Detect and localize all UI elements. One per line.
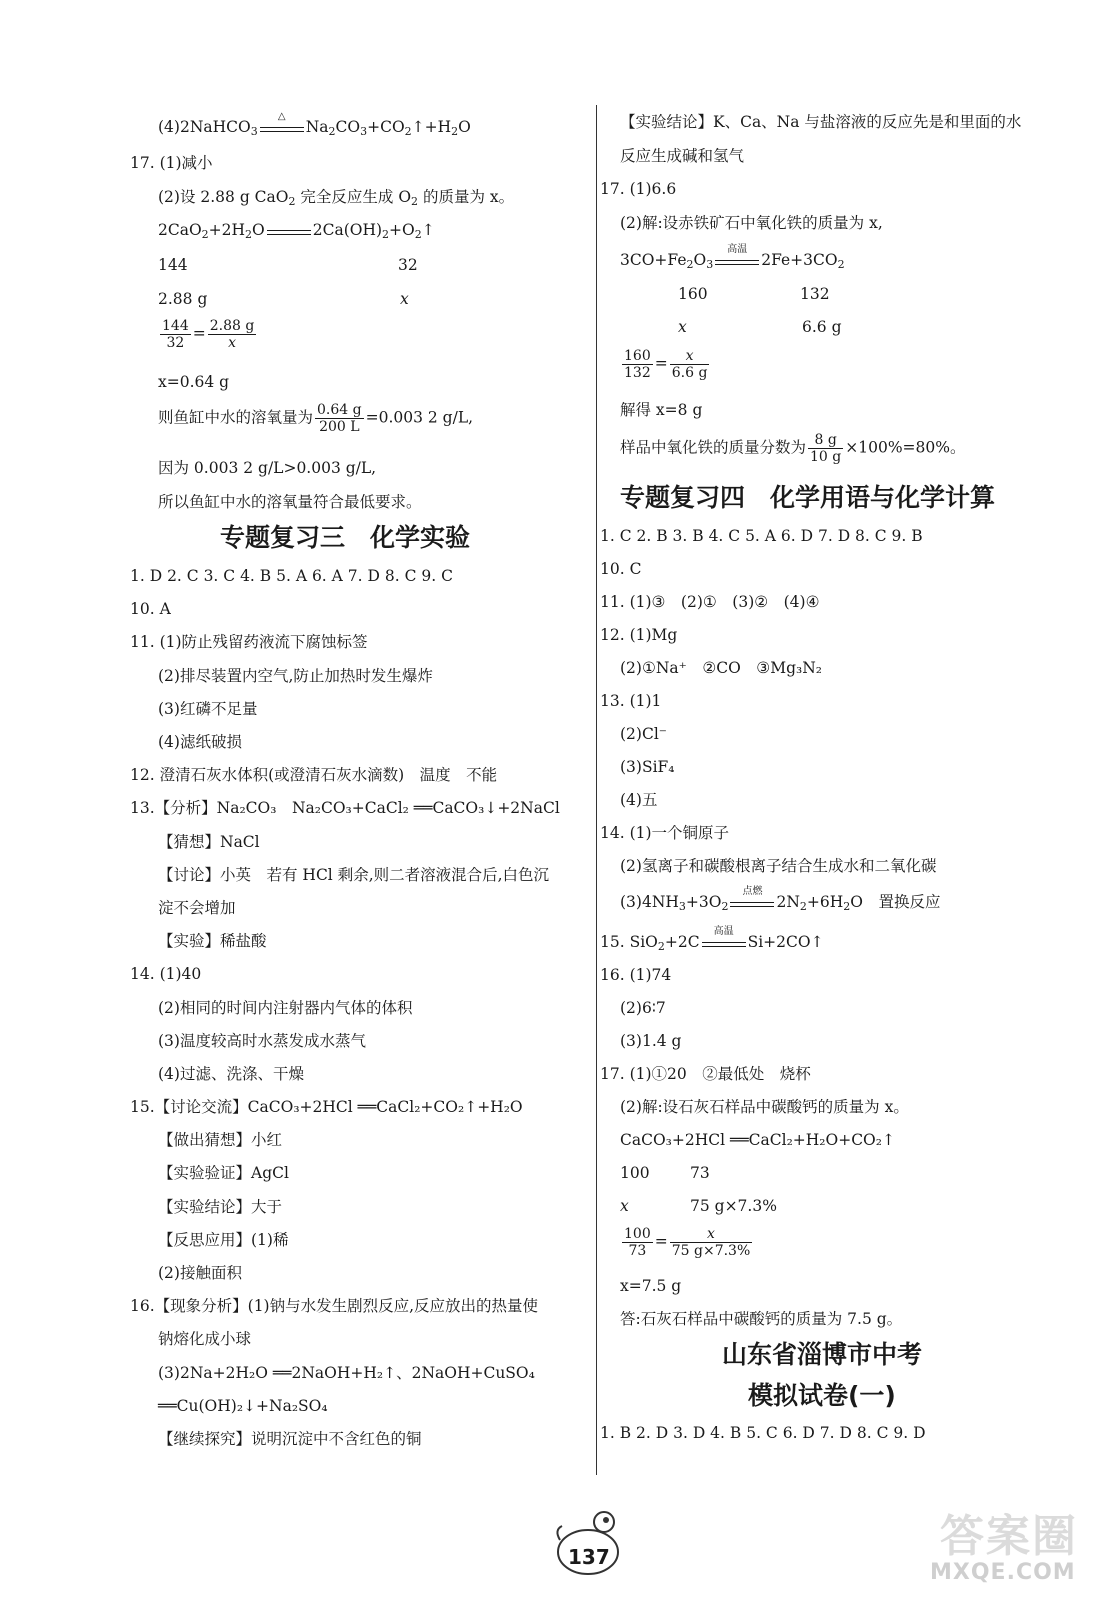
equation-line: $3CO+Fe_2O_3$ 高温 $2Fe+3CO_2$ xyxy=(620,244,845,271)
answer-line: 【实验结论】K、Ca、Na 与盐溶液的反应先是和里面的水 xyxy=(620,113,1022,131)
answer-line: 17. (1)减小 xyxy=(130,154,213,172)
answer-line: (4)五 xyxy=(620,791,658,809)
high-temp-equation-sign: 高温 xyxy=(715,254,759,268)
ignite-equation-sign: 点燃 xyxy=(730,896,774,910)
answer-line: 【实验验证】AgCl xyxy=(158,1164,289,1182)
answer-line: 1. B 2. D 3. D 4. B 5. C 6. D 7. D 8. C 9. D xyxy=(600,1424,926,1442)
ratio-value: 32 xyxy=(398,256,418,274)
page-number: 137 xyxy=(568,1545,610,1569)
answer-line: 11. (1)③ (2)① (3)② (4)④ xyxy=(600,593,820,611)
answer-line: 钠熔化成小球 xyxy=(158,1330,252,1348)
answer-line: 12. (1)Mg xyxy=(600,626,678,644)
answer-line: x=0.64 g xyxy=(158,373,230,391)
equation-line: 15. SiO$_2$+2C 高温 Si+2CO↑ xyxy=(600,926,824,953)
answer-line: (2)接触面积 xyxy=(158,1264,242,1282)
answer-line: 14. (1)一个铜原子 xyxy=(600,824,730,842)
answer-line: 【继续探究】说明沉淀中不含红色的铜 xyxy=(158,1430,422,1448)
equation-line: $(3)4NH_3+3O_2$ 点燃 $2N_2+6H_2O$ 置换反应 xyxy=(620,886,941,913)
ratio-value: 132 xyxy=(800,285,830,303)
answer-line: 16.【现象分析】(1)钠与水发生剧烈反应,反应放出的热量使 xyxy=(130,1297,539,1315)
answer-line: 所以鱼缸中水的溶氧量符合最低要求。 xyxy=(158,493,422,511)
answer-line: 样品中氧化铁的质量分数为 $\frac{8 g}{10 g}$ ×100%=80%。 xyxy=(620,432,966,465)
answer-line: 淀不会增加 xyxy=(158,899,236,917)
answer-line: (2)6∶7 xyxy=(620,999,666,1017)
answer-line: 13. (1)1 xyxy=(600,692,662,710)
answer-line: 17. (1)①20 ②最低处 烧杯 xyxy=(600,1065,811,1083)
equation-line: $2CaO_2+2H_2O$ $2Ca(OH)_2+O_2↑$ xyxy=(158,221,435,241)
answer-line: 反应生成碱和氢气 xyxy=(620,147,745,165)
answer-line: (3)红磷不足量 xyxy=(158,700,258,718)
answer-line: x=7.5 g xyxy=(620,1277,682,1295)
ratio-value: 100 xyxy=(620,1164,650,1182)
answer-line: (4)滤纸破损 xyxy=(158,733,242,751)
answer-line: 【反思应用】(1)稀 xyxy=(158,1231,289,1249)
answer-line: 因为 0.003 2 g/L>0.003 g/L, xyxy=(158,459,377,477)
ratio-value: 75 g×7.3% xyxy=(690,1197,777,1215)
ratio-value: x xyxy=(678,318,687,336)
fraction-equation: $\frac{144}{32}$ = $\frac{2.88 g}{x}$ xyxy=(162,318,255,351)
answer-line: 【实验结论】大于 xyxy=(158,1198,283,1216)
ratio-value: 73 xyxy=(690,1164,710,1182)
answer-line: 16. (1)74 xyxy=(600,966,672,984)
answer-line: 10. A xyxy=(130,600,171,618)
answer-line: 14. (1)40 xyxy=(130,965,202,983)
answer-line: (3)1.4 g xyxy=(620,1032,682,1050)
answer-line: (2)氢离子和碳酸根离子结合生成水和二氧化碳 xyxy=(620,857,937,875)
answer-line: (4)2NaHCO$_3$ △ $Na_2CO_3+CO_2↑+H_2O$ xyxy=(158,111,471,138)
answer-line: (3)SiF₄ xyxy=(620,758,675,776)
answer-line: 【讨论】小英 若有 HCl 剩余,则二者溶液混合后,白色沉 xyxy=(158,866,550,884)
equation-sign xyxy=(267,224,311,238)
section-heading: 专题复习三 化学实验 xyxy=(220,523,471,552)
watermark-text: MXQE.COM xyxy=(930,1560,1076,1585)
column-divider xyxy=(596,105,597,1475)
heat-equation-sign: △ xyxy=(260,121,304,135)
answer-line: 解得 x=8 g xyxy=(620,401,703,419)
answer-line: 12. 澄清石灰水体积(或澄清石灰水滴数) 温度 不能 xyxy=(130,766,498,784)
answer-line: (2)相同的时间内注射器内气体的体积 xyxy=(158,999,413,1017)
ratio-value: x xyxy=(620,1197,629,1215)
answer-line: (4)过滤、洗涤、干燥 xyxy=(158,1065,304,1083)
ratio-value: 2.88 g xyxy=(158,290,208,308)
answer-line: 17. (1)6.6 xyxy=(600,180,677,198)
answer-line: (2)①Na⁺ ②CO ③Mg₃N₂ xyxy=(620,659,822,677)
answer-line: ══Cu(OH)₂↓+Na₂SO₄ xyxy=(158,1397,328,1415)
answer-line: 1. D 2. C 3. C 4. B 5. A 6. A 7. D 8. C 9. C xyxy=(130,567,453,585)
answer-line: 15.【讨论交流】CaCO₃+2HCl ══CaCl₂+CO₂↑+H₂O xyxy=(130,1098,523,1116)
answer-line: 则鱼缸中水的溶氧量为 $\frac{0.64 g}{200 L}$ =0.003 2 g/L, xyxy=(158,402,474,435)
section-heading: 山东省淄博市中考 xyxy=(722,1340,923,1369)
fraction-equation: $\frac{160}{132}$ = $\frac{x}{6.6 g}$ xyxy=(624,348,708,381)
answer-line: (2)解:设赤铁矿石中氧化铁的质量为 x, xyxy=(620,214,883,232)
equation-line: CaCO₃+2HCl ══CaCl₂+H₂O+CO₂↑ xyxy=(620,1131,895,1149)
answer-line: 11. (1)防止残留药液流下腐蚀标签 xyxy=(130,633,368,651)
answer-line: (2)设 2.88 g CaO$_2$ 完全反应生成 $O_2$ 的质量为 x。 xyxy=(158,188,515,208)
answer-line: (2)解:设石灰石样品中碳酸钙的质量为 x。 xyxy=(620,1098,909,1116)
ratio-value: 6.6 g xyxy=(802,318,842,336)
answer-line: (3)2Na+2H₂O ══2NaOH+H₂↑、2NaOH+CuSO₄ xyxy=(158,1364,535,1382)
watermark xyxy=(930,1500,1100,1595)
answer-line: (2)Cl⁻ xyxy=(620,725,667,743)
ratio-value: 160 xyxy=(678,285,708,303)
answer-line: 答:石灰石样品中碳酸钙的质量为 7.5 g。 xyxy=(620,1310,903,1328)
fraction-equation: $\frac{100}{73}$ = $\frac{x}{75 g\times 7.3\%}$ xyxy=(624,1226,751,1259)
answer-line: 13.【分析】Na₂CO₃ Na₂CO₃+CaCl₂ ══CaCO₃↓+2NaCl xyxy=(130,799,560,817)
answer-line: 【实验】稀盐酸 xyxy=(158,932,267,950)
watermark-logo: 答案圈 xyxy=(940,1511,1078,1562)
ratio-value: x xyxy=(400,290,409,308)
answer-line: 【猜想】NaCl xyxy=(158,833,260,851)
answer-line: 10. C xyxy=(600,560,642,578)
answer-line: (2)排尽装置内空气,防止加热时发生爆炸 xyxy=(158,667,433,685)
section-heading: 模拟试卷(一) xyxy=(748,1381,896,1410)
answer-line: 1. C 2. B 3. B 4. C 5. A 6. D 7. D 8. C 9. B xyxy=(600,527,923,545)
high-temp-equation-sign: 高温 xyxy=(702,936,746,950)
section-heading: 专题复习四 化学用语与化学计算 xyxy=(620,483,996,512)
ratio-value: 144 xyxy=(158,256,188,274)
answer-line: (3)温度较高时水蒸发成水蒸气 xyxy=(158,1032,366,1050)
answer-line: 【做出猜想】小红 xyxy=(158,1131,283,1149)
